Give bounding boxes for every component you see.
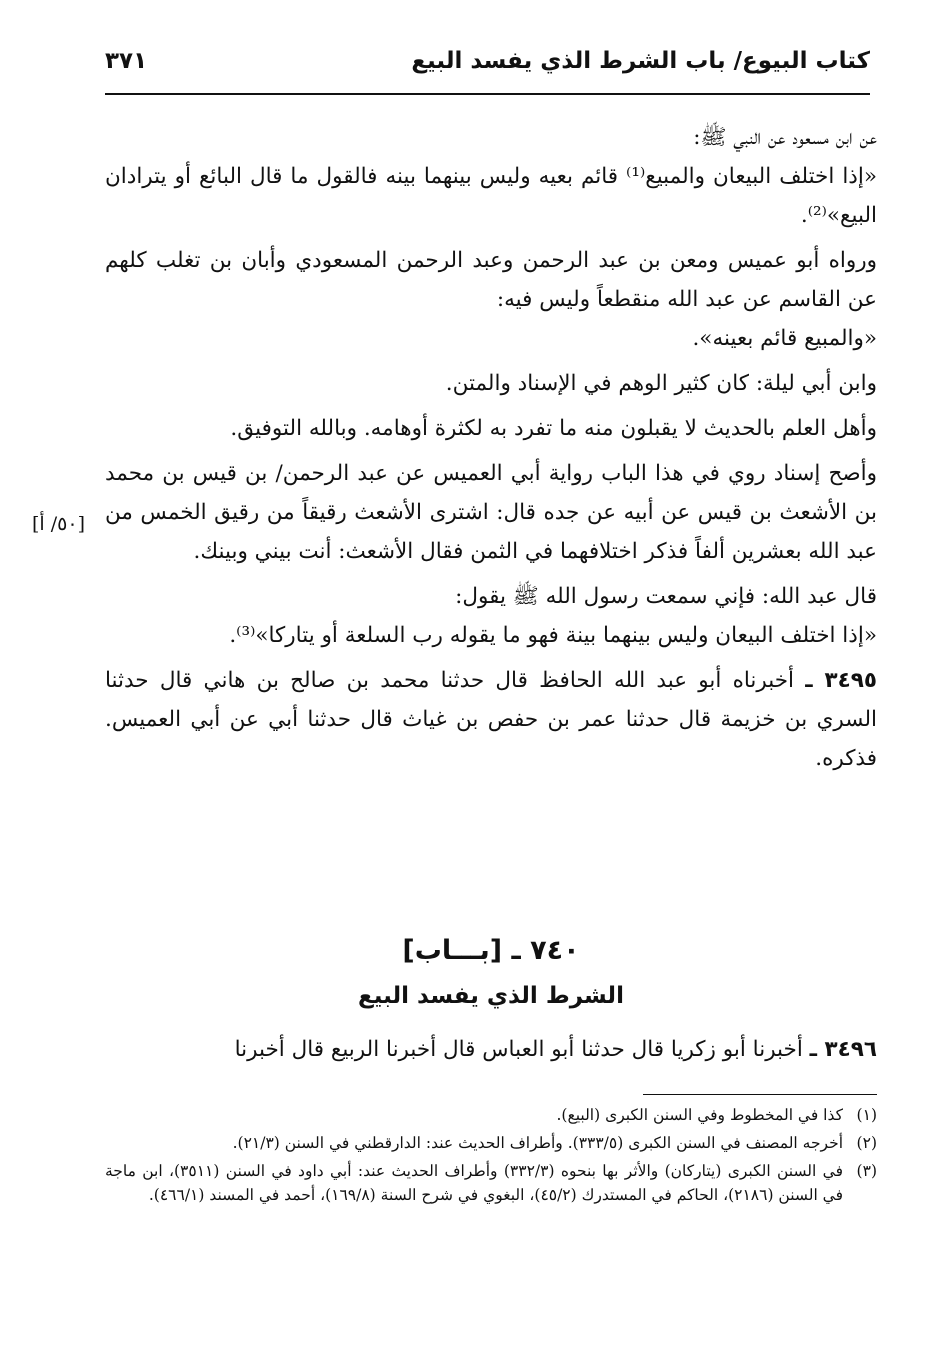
paragraph: قال عبد الله: فإني سمعت رسول الله ﷺ يقول:	[455, 584, 877, 609]
hadith-number: ٣٤٩٥ ـ	[805, 668, 877, 693]
footnotes	[105, 1103, 877, 1211]
paragraph: عن ابن مسعود عن النبي ﷺ:	[693, 125, 877, 150]
numbered-paragraph	[105, 661, 877, 778]
footnote-text: في السنن الكبرى (يتاركان) والأثر بها بنحوه (٣٣٢/٣) وأطراف الحديث عند: أبي داود في السنن (٣٥١١)، ابن ماجة في السنن (٢١٨٦)، الحاكم في المستدرك (٤٥/٢)، البغوي في شرح السنة (١٦٩/٨)، أحمد في المسند (٤٦٦/١).	[105, 1162, 843, 1204]
numbered-paragraph	[105, 1030, 877, 1069]
main-text	[105, 118, 877, 784]
page-number: ٣٧١	[105, 48, 148, 74]
footnote-marker: (٣)	[856, 1162, 877, 1180]
hadith-number: ٣٤٩٦ ـ	[809, 1037, 877, 1062]
footnote	[105, 1103, 877, 1127]
paragraph: ورواه أبو عميس ومعن بن عبد الرحمن وعبد الرحمن المسعودي وأبان بن تغلب كلهم عن القاسم عن عبد الله منقطعاً وليس فيه:	[105, 248, 877, 312]
footnote-text: كذا في المخطوط وفي السنن الكبرى (البيع).	[556, 1106, 843, 1124]
chapter-heading: ٧٤٠ ـ [بـــاب]	[402, 935, 580, 966]
paragraph-text: أخبرنا أبو زكريا قال حدثنا أبو العباس قال أخبرنا الربيع قال أخبرنا	[234, 1037, 803, 1062]
header-rule	[105, 93, 870, 95]
paragraph: وأهل العلم بالحديث لا يقبلون منه ما تفرد به لكثرة أوهامه. وبالله التوفيق.	[230, 416, 877, 441]
chapter-subheading: الشرط الذي يفسد البيع	[358, 983, 624, 1009]
hadith-quote: «إذا اختلف البيعان والمبيع⁽¹⁾ قائم بعيه وليس بينهما بينه فالقول ما قال البائع أو يترادان البيع»⁽²⁾.	[105, 164, 877, 228]
footnote-text: أخرجه المصنف في السنن الكبرى (٣٣٣/٥). وأطراف الحديث عند: الدارقطني في السنن (٢١/٣).	[232, 1134, 843, 1152]
footnote-marker: (١)	[856, 1106, 877, 1124]
footnote	[105, 1159, 877, 1207]
paragraph: وابن أبي ليلة: كان كثير الوهم في الإسناد والمتن.	[445, 371, 877, 396]
manuscript-folio-marker: [٥٠/ أ]	[32, 513, 85, 535]
running-header	[105, 40, 870, 98]
footnote	[105, 1131, 877, 1155]
hadith-quote: «والمبيع قائم بعينه».	[692, 326, 877, 351]
footnote-marker: (٢)	[856, 1134, 877, 1152]
hadith-quote: «إذا اختلف البيعان وليس بينهما بينة فهو ما يقوله رب السلعة أو يتاركا»⁽³⁾.	[229, 623, 877, 648]
header-title: كتاب البيوع/ باب الشرط الذي يفسد البيع	[411, 48, 870, 74]
paragraph: وأصح إسناد روي في هذا الباب رواية أبي العميس عن عبد الرحمن/ بن قيس بن محمد بن الأشعث بن قيس عن أبيه عن جده قال: اشترى الأشعث رقيقاً من رقيق الخمس من عبد الله بعشرين ألفاً فذكر اختلافهما في الثمن فقال الأشعث: أنت بيني وبينك.	[105, 461, 877, 564]
paragraph-text: أخبرناه أبو عبد الله الحافظ قال حدثنا محمد بن صالح بن هاني قال حدثنا السري بن خزيمة قال حدثنا عمر بن حفص بن غياث قال حدثنا أبي عن أبي العميس. فذكره.	[105, 668, 877, 771]
footnote-rule	[643, 1094, 877, 1095]
